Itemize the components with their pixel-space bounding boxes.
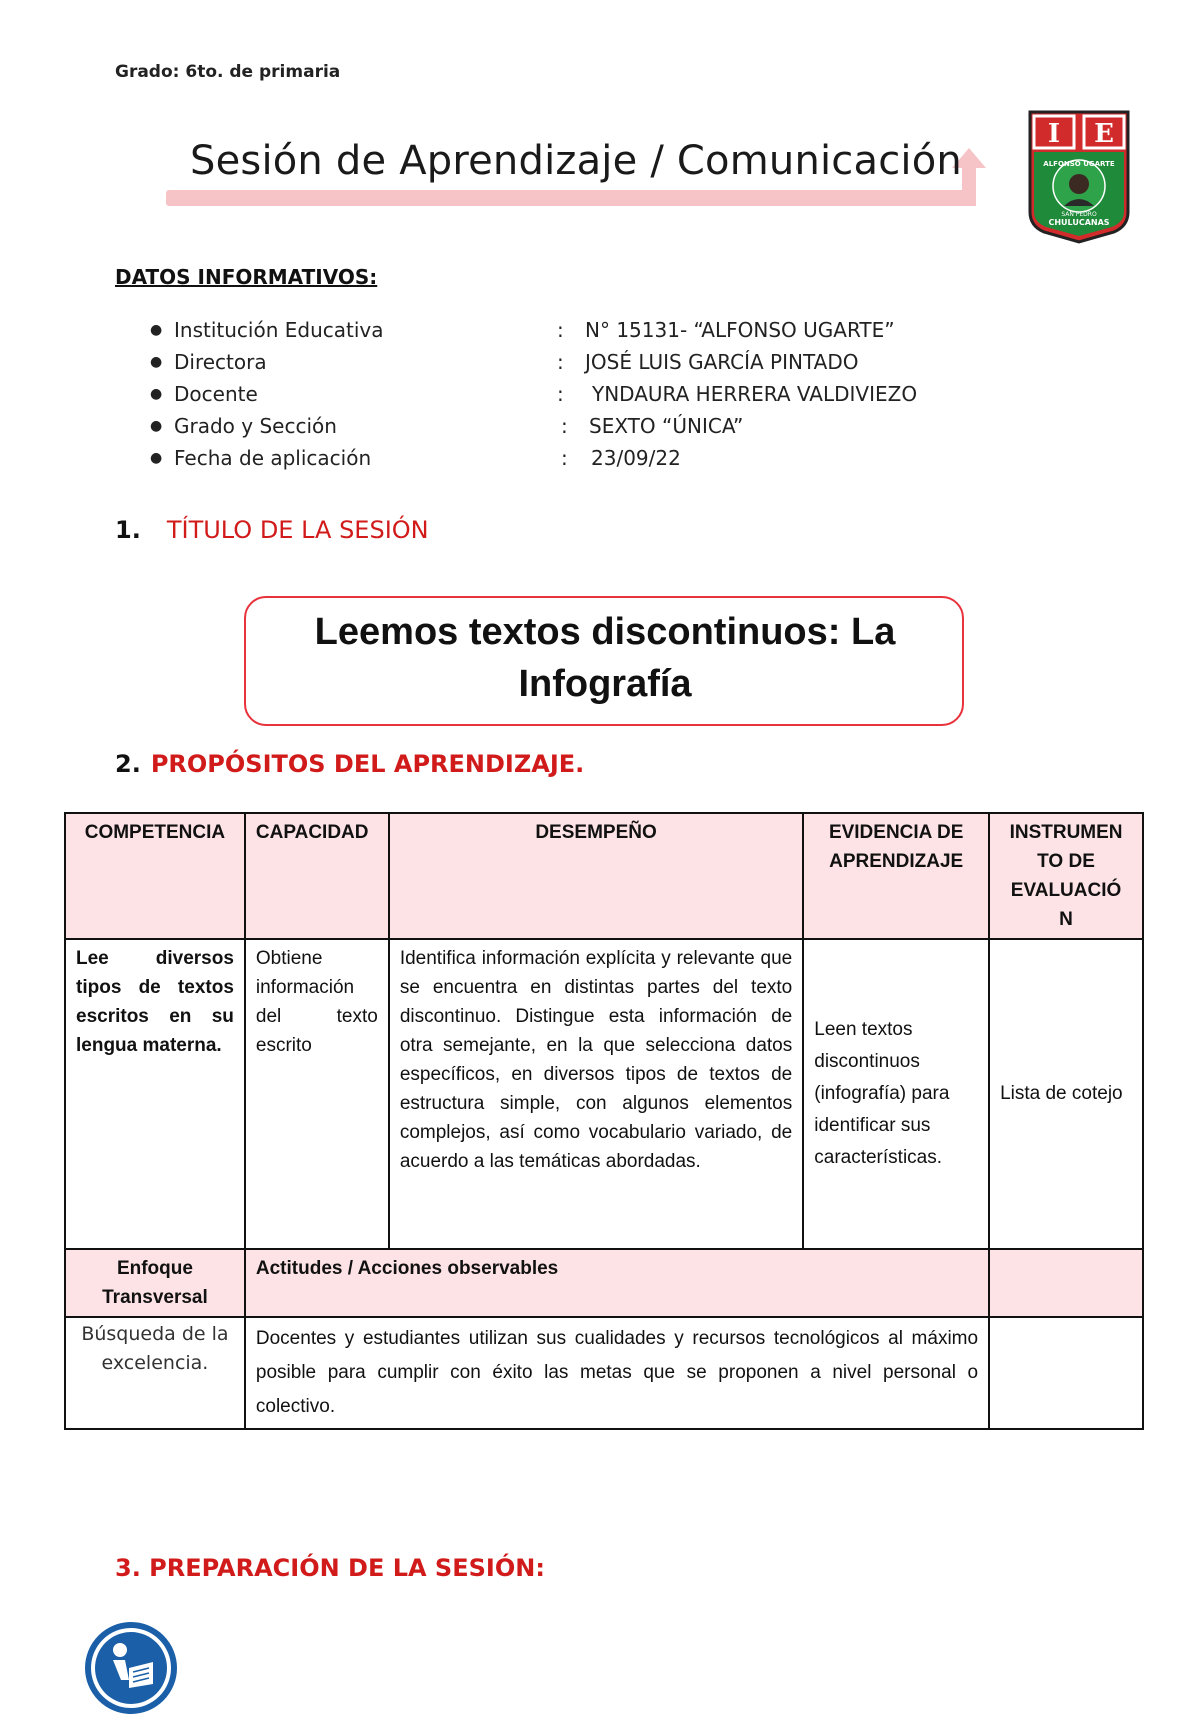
section-3-heading: 3. PREPARACIÓN DE LA SESIÓN: bbox=[115, 1554, 545, 1582]
datos-row bbox=[150, 410, 1000, 442]
header-desempeno: DESEMPEÑO bbox=[389, 813, 803, 939]
datos-colon: : bbox=[561, 414, 568, 438]
datos-colon: : bbox=[557, 318, 564, 342]
title-underline-bar bbox=[166, 190, 974, 206]
logo-sub: SAN PEDRO bbox=[1061, 211, 1097, 218]
table-row bbox=[65, 939, 1143, 1249]
page-title: Sesión de Aprendizaje / Comunicación bbox=[190, 138, 962, 184]
section-2-heading bbox=[115, 750, 584, 778]
enfoque-row bbox=[65, 1317, 1143, 1429]
reading-person-icon bbox=[85, 1622, 177, 1714]
datos-list bbox=[150, 314, 1000, 474]
section-number: 2. bbox=[115, 750, 141, 778]
datos-colon: : bbox=[557, 350, 564, 374]
purposes-table bbox=[64, 812, 1144, 1430]
header-evidencia bbox=[803, 813, 989, 939]
logo-city: CHULUCANAS bbox=[1048, 218, 1110, 227]
session-title-line-1: Leemos textos discontinuos: La bbox=[314, 611, 896, 653]
logo-letter-i: I bbox=[1047, 119, 1061, 149]
cell-enfoque-empty bbox=[989, 1317, 1143, 1429]
datos-row bbox=[150, 346, 1000, 378]
datos-label: Grado y Sección bbox=[174, 414, 337, 438]
datos-value: SEXTO “ÚNICA” bbox=[589, 414, 744, 438]
grade-label: Grado: 6to. de primaria bbox=[115, 62, 341, 82]
bullet-icon: ● bbox=[150, 386, 163, 402]
datos-label: Institución Educativa bbox=[174, 318, 384, 342]
datos-label: Docente bbox=[174, 382, 258, 406]
header-instrumento-line: EVALUACIÓ bbox=[1010, 880, 1122, 901]
session-title-line-2: Infografía bbox=[518, 663, 692, 705]
header-instrumento bbox=[989, 813, 1143, 939]
bullet-icon: ● bbox=[150, 418, 163, 434]
datos-label: Directora bbox=[174, 350, 267, 374]
header-instrumento-line: N bbox=[1059, 909, 1073, 930]
datos-value: YNDAURA HERRERA VALDIVIEZO bbox=[592, 382, 918, 406]
bullet-icon: ● bbox=[150, 322, 163, 338]
header-evidencia-line: EVIDENCIA DE bbox=[828, 822, 964, 843]
section-1-heading bbox=[115, 516, 429, 544]
datos-row bbox=[150, 378, 1000, 410]
bullet-icon: ● bbox=[150, 450, 163, 466]
section-title: PROPÓSITOS DEL APRENDIZAJE. bbox=[150, 750, 585, 778]
datos-row bbox=[150, 442, 1000, 474]
table-header-row bbox=[65, 813, 1143, 939]
header-evidencia-line: APRENDIZAJE bbox=[829, 851, 964, 872]
logo-name: ALFONSO UGARTE bbox=[1043, 160, 1115, 168]
cell-actitudes-value: Docentes y estudiantes utilizan sus cualidades y recursos tecnológicos al máximo posible para cumplir con éxito las metas que se proponen a nivel personal o colectivo. bbox=[245, 1317, 989, 1429]
school-logo-icon bbox=[1026, 108, 1132, 244]
datos-row bbox=[150, 314, 1000, 346]
cell-enfoque-empty bbox=[989, 1249, 1143, 1317]
cell-desempeno: Identifica información explícita y relevante que se encuentra en distintas partes del texto discontinuo. Distingue esta información de otra semejante, en la que selecciona datos específicos, en diversos tipos de textos de estructura simple, con algunos elementos complejos, así como vocabulario variado, de acuerdo a las temáticas abordadas. bbox=[389, 939, 803, 1249]
logo-letter-e: E bbox=[1094, 119, 1114, 149]
header-competencia: COMPETENCIA bbox=[65, 813, 245, 939]
cell-capacidad: Obtiene información del texto escrito bbox=[245, 939, 389, 1249]
datos-value: JOSÉ LUIS GARCÍA PINTADO bbox=[585, 350, 859, 374]
cell-actitudes-label: Actitudes / Acciones observables bbox=[245, 1249, 989, 1317]
session-title bbox=[260, 606, 950, 710]
title-arrow-stem bbox=[962, 166, 976, 206]
section-number: 1. bbox=[115, 516, 141, 544]
cell-enfoque-value: Búsqueda de la excelencia. bbox=[65, 1317, 245, 1429]
section-title: TÍTULO DE LA SESIÓN bbox=[166, 516, 429, 544]
datos-colon: : bbox=[561, 446, 568, 470]
datos-colon: : bbox=[557, 382, 564, 406]
datos-heading: DATOS INFORMATIVOS: bbox=[115, 265, 378, 289]
cell-instrumento: Lista de cotejo bbox=[989, 939, 1143, 1249]
header-instrumento-line: TO DE bbox=[1037, 851, 1095, 872]
header-capacidad: CAPACIDAD bbox=[245, 813, 389, 939]
cell-enfoque-label: Enfoque Transversal bbox=[65, 1249, 245, 1317]
bullet-icon: ● bbox=[150, 354, 163, 370]
datos-value: 23/09/22 bbox=[591, 446, 681, 470]
header-instrumento-line: INSTRUMEN bbox=[1009, 822, 1123, 843]
enfoque-header-row bbox=[65, 1249, 1143, 1317]
datos-label: Fecha de aplicación bbox=[174, 446, 372, 470]
datos-value: N° 15131- “ALFONSO UGARTE” bbox=[585, 318, 895, 342]
cell-competencia: Lee diversos tipos de textos escritos en su lengua materna. bbox=[65, 939, 245, 1249]
cell-evidencia: Leen textos discontinuos (infografía) para identificar sus características. bbox=[803, 939, 989, 1249]
